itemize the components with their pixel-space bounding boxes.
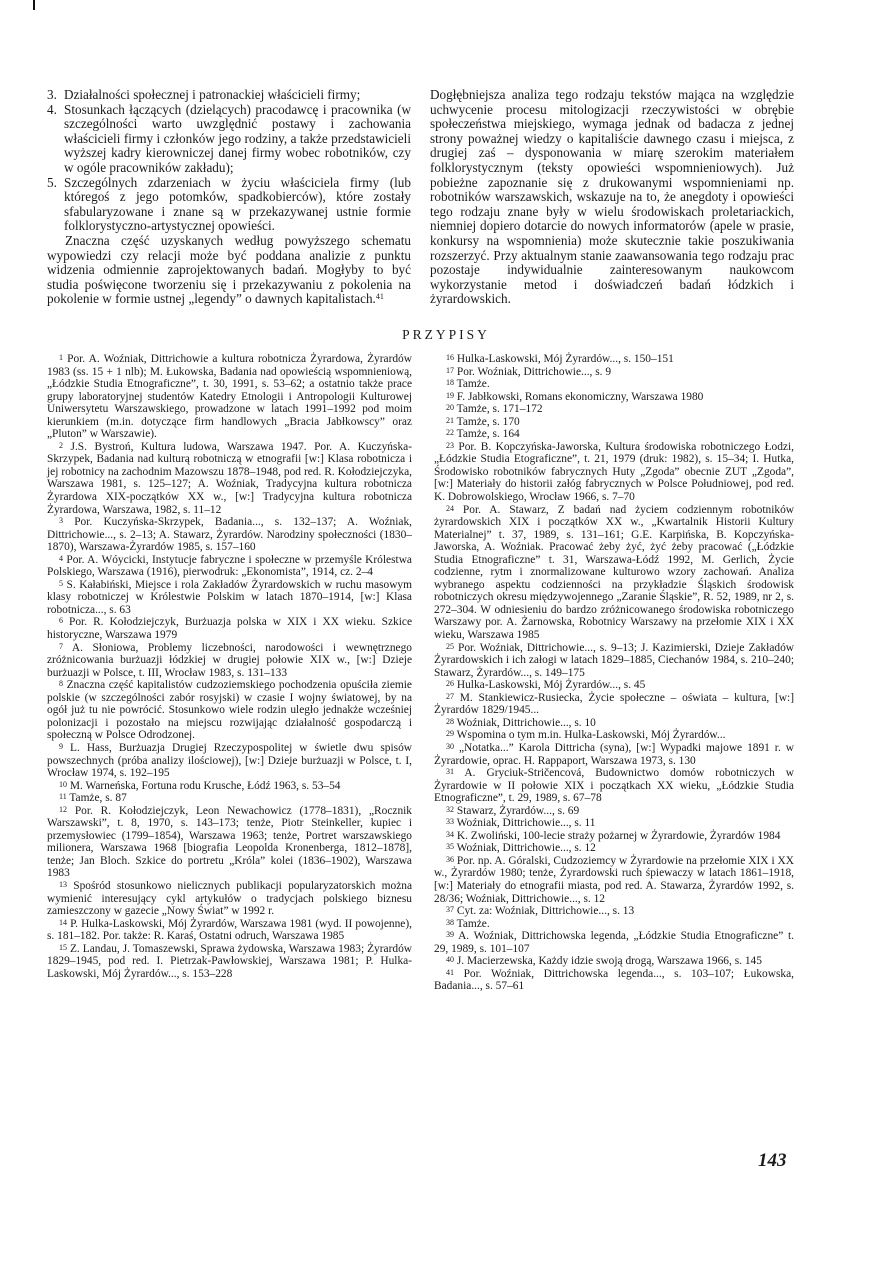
footnote: [47, 679, 412, 742]
footnote: [434, 717, 794, 730]
footnote: [47, 441, 412, 516]
footnotes-left-column: [47, 353, 412, 980]
footnote-text: Woźniak, Dittrichowie..., s. 10: [456, 716, 596, 729]
footnote: [47, 516, 412, 554]
footnote-text: Por. R. Kołodziejczyk, Burżuazja polska w XIX i XX wieku. Szkice historyczne, Warszawa 1979: [47, 616, 412, 642]
footnote: [47, 780, 412, 793]
footnote: [434, 817, 794, 830]
footnote-number: 33: [446, 817, 454, 827]
footnote: [434, 504, 794, 642]
footnote-number: 3: [59, 516, 63, 526]
footnote-number: 8: [59, 679, 63, 689]
footnote: [434, 830, 794, 843]
footnote-text: M. Stankiewicz-Rusiecka, Życie społeczne – oświata – kultura, [w:] Żyrardów 1829/1945...: [434, 691, 794, 717]
footnote: [47, 642, 412, 680]
footnote-number: 4: [59, 553, 63, 563]
footnote-text: Wspomina o tym m.in. Hulka-Laskowski, Mój Żyrardów...: [456, 729, 726, 742]
footnote-number: 5: [59, 578, 63, 588]
footnote-text: J.S. Bystroń, Kultura ludowa, Warszawa 1947. Por. A. Kuczyńska-Skrzypek, Badania nad kulturą robotniczą w etnografii [w:] Klasa robotnicza i jej robotnicy na zachodnim Mazowszu 1878–1948, pod red. R. Kołodziejczyka, Warszawa 1981, s. 125–127; A. Woźniak, Tradycyjna kultura robotnicza Żyrardowa XIX-początków XX w., [w:] Tradycyjna kultura robotnicza Żyrardowa, Warszawa, 1982, s. 11–12: [47, 440, 412, 516]
footnote: [434, 842, 794, 855]
footnote: [434, 366, 794, 379]
footnote-text: Por. A. Wóycicki, Instytucje fabryczne i społeczne w przemyśle Królestwa Polskiego, Warszawa (1916), pierwodruk: „Ekonomista”, 1914, cz. 2–4: [47, 553, 412, 579]
footnote: [434, 855, 794, 905]
footnote-text: Tamże.: [456, 378, 490, 391]
footnote: [434, 441, 794, 504]
footnote-text: Hulka-Laskowski, Mój Żyrardów..., s. 150–151: [456, 353, 674, 365]
footnote: [47, 742, 412, 780]
footnote-text: Por. B. Kopczyńska-Jaworska, Kultura środowiska robotniczego Łodzi, „Łódzkie Studia Etograficzne”, t. 21, 1979 (druk: 1982), s. 15–34; I. Hutka, Środowisko robotników fabrycznych Huty „Zgoda” obecnie ZUT „Zgoda”, [w:] Materiały do historii załóg fabrycznych w Polsce Południowej, pod red. K. Dobrowolskiego, Wrocław 1966, s. 7–70: [434, 440, 794, 504]
footnote-number: 20: [446, 403, 454, 413]
footnotes-right-column: [434, 353, 794, 993]
list-item-number: 4.: [47, 101, 57, 117]
footnote-text: Por. A. Stawarz, Z badań nad życiem codziennym robotników żyrardowskich XIX i początków XX w., „Kwartalnik Historii Kultury Materialnej” t. 37, 1989, s. 131–161; G.E. Karpińska, B. Kopczyńska-Jaworska, A. Woźniak. Pracować żeby żyć, żyć żeby pracować („Łódzkie Studia Etnograficzne” t. 31, Warszawa-Łódź 1992, M. Gerlich, Życie codzienne, rytm i znormalizowane kulturowo wzory zachowań. Analiza wybranego aspektu codzienności na przykładzie Śląskich środowisk robotniczych okresu międzywojennego „Zaranie Śląskie”, R. 52, 1989, nr 2, s. 272–304. W odniesieniu do bardzo zróżnicowanego środowiska robotniczego Warszawy por. A. Żarnowska, Robotnicy Warszawy na przełomie XIX i XX wieku, Warszawa 1985: [434, 503, 794, 642]
footnote-number: 9: [59, 741, 63, 751]
footnote: [47, 880, 412, 918]
footnote-text: Znaczna część kapitalistów cudzoziemskiego pochodzenia opuściła ziemie polskie (w szczególności zabór rosyjski) w czasie I wojny światowej, by na ogół już tu nie powrócić. Stosunkowo wiele rodzin uległo jednakże wcześniej polonizacji i pozostało na miejscu rozwijając działalność gospodarczą i społeczną w Polsce Odrodzonej.: [47, 679, 412, 742]
footnote-number: 11: [59, 792, 67, 802]
footnote-text: Tamże, s. 171–172: [456, 403, 543, 416]
footnote-number: 24: [446, 503, 454, 513]
footnote-number: 17: [446, 365, 454, 375]
list-item-text: Stosunkach łączących (dzielących) pracodawcę i pracownika (w szczególności warto uwzględnić postawy i zachowania właścicieli firmy i członków jego rodziny, a także przedstawicieli wyższej kadry kierowniczej danej firmy wobec robotników, czy w ogóle pracowników zakładu);: [64, 101, 411, 175]
footnote-number: 18: [446, 378, 454, 388]
footnote-number: 12: [59, 804, 67, 814]
footnote-text: Stawarz, Żyrardów..., s. 69: [456, 804, 580, 817]
footnote-text: Por. Woźniak, Dittrichowie..., s. 9: [456, 365, 612, 378]
numbered-list: [47, 88, 411, 234]
footnote: [47, 792, 412, 805]
footnote-number: 23: [446, 440, 454, 450]
footnote-text: M. Warneńska, Fortuna rodu Krusche, Łódź 1963, s. 53–54: [69, 779, 341, 792]
list-item-number: 3.: [47, 87, 57, 102]
footnote: [434, 416, 794, 429]
page-number: 143: [758, 1150, 787, 1171]
footnote-text: F. Jabłkowski, Romans ekonomiczny, Warszawa 1980: [456, 390, 704, 403]
footnote: [47, 353, 412, 441]
footnote-number: 31: [446, 767, 454, 777]
footnote-text: J. Macierzewska, Każdy idzie swoją drogą, Warszawa 1966, s. 145: [456, 955, 762, 968]
footnote-number: 26: [446, 679, 454, 689]
main-text-right-column: [430, 88, 794, 307]
footnote-number: 38: [446, 917, 454, 927]
main-text-left-column: [47, 88, 411, 307]
footnote: [434, 403, 794, 416]
footnote-text: Woźniak, Dittrichowie..., s. 12: [456, 842, 596, 855]
footnote: [47, 805, 412, 880]
footnote-text: Por. np. A. Góralski, Cudzoziemcy w Żyrardowie na przełomie XIX i XX w., Żyrardów 1980; tenże, Żyrardowski ruch śpiewaczy w latach 1861–1918, [w:] Materiały do etnografii miasta, pod red. A. Stawarza, Żyrardów 1992, s. 28/36; Woźniak, Dittrichowie..., s. 12: [434, 854, 794, 905]
list-item: [47, 176, 411, 234]
footnote-text: A. Woźniak, Dittrichowska legenda, „Łódzkie Studia Etnograficzne” t. 29, 1989, s. 101–107: [434, 930, 794, 955]
footnote: [434, 391, 794, 404]
footnote: [434, 642, 794, 680]
footnote-text: Z. Landau, J. Tomaszewski, Sprawa żydowska, Warszawa 1983; Żyrardów 1829–1945, pod red. I. Pietrzak-Pawłowskiej, Warszawa 1981; P. Hulka-Laskowski, Mój Żyrardów..., s. 153–228: [47, 942, 412, 980]
footnote-number: 28: [446, 716, 454, 726]
footnote-text: Por. Woźniak, Dittrichowska legenda..., s. 103–107; Łukowska, Badania..., s. 57–61: [434, 967, 794, 993]
body-paragraph: Dogłębniejsza analiza tego rodzaju tekstów mająca na względzie uchwycenie procesu mitologizacji rzeczywistości w obrębie społeczeństwa miejskiego, wymaga jednak od badacza z jednej strony poważnej wiedzy o kapitaliście dawnego czasu i miejsca, z drugiej zaś – dysponowania w miarę szerokim materiałem folklorystycznym (teksty opowieści wspomnieniowych). Już pobieżne zapoznanie się z drukowanymi wspomnieniami np. robotników warszawskich, wskazuje na to, że anegdoty i opowieści tego rodzaju znane były w wielu środowiskach proletariackich, niemniej dopiero dotarcie do nowych informatorów (apele w prasie, konkursy na wspomnienia) może skutecznie takie poszukiwania rozszerzyć. Przy aktualnym stanie zaawansowania tego rodzaju prac pozostaje indywidualnie zainteresowanym naukowcom wykorzystanie metod i doświadczeń badań łódzkich i żyrardowskich.: [430, 87, 794, 307]
footnote-text: Hulka-Laskowski, Mój Żyrardów..., s. 45: [456, 679, 646, 692]
footnote-number: 15: [59, 942, 67, 952]
footnote: [434, 742, 794, 767]
footnotes-heading: PRZYPISY: [402, 327, 490, 342]
footnote-text: Tamże, s. 170: [456, 415, 520, 428]
footnote-text: Por. Woźniak, Dittrichowie..., s. 9–13; J. Kazimierski, Dzieje Zakładów Żyrardowskich i ich załogi w latach 1829–1885, Ciechanów 1984, s. 210–240; Stawarz, Żyrardów..., s. 149–175: [434, 641, 794, 679]
footnote-number: 30: [446, 741, 454, 751]
footnote: [434, 729, 794, 742]
footnote-text: S. Kałabiński, Miejsce i rola Zakładów Żyrardowskich w ruchu masowym klasy robotniczej w Królestwie Polskim w latach 1870–1914, [w:] Klasa robotnicza..., s. 63: [47, 578, 412, 616]
footnote-number: 40: [446, 955, 454, 965]
footnote: [434, 918, 794, 931]
footnote-text: P. Hulka-Laskowski, Mój Żyrardów, Warszawa 1981 (wyd. II powojenne), s. 181–182. Por. także: R. Karaś, Ostatni odruch, Warszawa 1985: [47, 917, 412, 943]
footnote-number: 41: [446, 967, 454, 977]
footnote-number: 14: [59, 917, 67, 927]
footnote: [434, 428, 794, 441]
footnote: [434, 767, 794, 805]
footnote-number: 39: [446, 930, 454, 940]
footnote: [434, 968, 794, 993]
footnote-number: 35: [446, 842, 454, 852]
footnote-text: A. Gryciuk-Stričencová, Budownictwo domów robotniczych w Żyrardowie w II połowie XIX i początkach XX wieku, „Łódzkie Studia Etnograficzne”, t. 29, 1989, s. 67–78: [434, 767, 794, 805]
footnote-number: 27: [446, 691, 454, 701]
footnote-number: 25: [446, 641, 454, 651]
footnote-number: 10: [59, 779, 67, 789]
footnote: [47, 943, 412, 981]
footnote-text: L. Hass, Burżuazja Drugiej Rzeczypospolitej w świetle dwu spisów powszechnych (próba analizy ilościowej), [w:] Dzieje burżuazji w Polsce, t. I, Wrocław 1974, s. 192–195: [47, 741, 412, 780]
footnote-text: Woźniak, Dittrichowie..., s. 11: [456, 817, 596, 830]
footnote-text: Spośród stosunkowo nielicznych publikacji popularyzatorskich można wymienić interesujący cykl artykułów o tradycjach polskiego biznesu zamieszczony w gazecie „Nowy Świat” w 1992 r.: [47, 879, 413, 918]
footnote-text: Tamże.: [456, 917, 490, 930]
footnote-text: Cyt. za: Woźniak, Dittrichowie..., s. 13: [456, 905, 635, 918]
top-edge-mark: [33, 0, 35, 10]
footnote-text: Tamże, s. 87: [69, 792, 127, 805]
footnote: [434, 353, 794, 366]
footnote-number: 32: [446, 804, 454, 814]
footnote: [434, 692, 794, 717]
footnote-number: 13: [59, 879, 67, 889]
footnote-number: 6: [59, 616, 63, 626]
footnote: [434, 905, 794, 918]
footnote-number: 22: [446, 428, 454, 438]
list-item-text: Działalności społecznej i patronackiej właścicieli firmy;: [64, 87, 361, 102]
footnote: [434, 378, 794, 391]
footnote-text: K. Zwoliński, 100-lecie straży pożarnej w Żyrardowie, Żyrardów 1984: [456, 829, 781, 842]
footnote-number: 34: [446, 829, 454, 839]
footnote-number: 29: [446, 729, 454, 739]
footnote-number: 1: [59, 353, 63, 362]
footnote-text: Por. A. Woźniak, Dittrichowie a kultura robotnicza Żyrardowa, Żyrardów 1983 (ss. 15 + 1 nlb); M. Łukowska, Badania nad opowieścią wspomnieniową, „Łódzkie Studia Etnograficzne”, t. 30, 1991, s. 53–62; a ostatnio także prace grupy laboratoryjnej studentów Katedry Etnologii i Antropologii Kulturowej Uniwersytetu Warszawskiego, prowadzone w latach 1991–1992 pod moim kierunkiem (m.in. dotyczące firm handlowych „Bracia Jabłkowscy” oraz „Pluton” w Warszawie).: [47, 353, 412, 441]
footnote-number: 2: [59, 440, 63, 450]
list-item-text: Szczególnych zdarzeniach w życiu właściciela firmy (lub któregoś z jego potomków, spadkobierców), które zostały sfabularyzowane i znane są w przekazywanej ustnie formie folklorystyczno-artystycznej opowieści.: [64, 174, 411, 234]
footnote: [434, 930, 794, 955]
footnote: [47, 579, 412, 617]
footnote-text: Por. R. Kołodziejczyk, Leon Newachowicz (1778–1831), „Rocznik Warszawski”, t. 8, 1970, s. 143–173; tenże, Piotr Steinkeller, kupiec i przemysłowiec (1799–1854), Warszawa 1963; tenże, Portret warszawskiego milionera, Warszawa 1968 [biografia Leopolda Kronenberga, 1812–1878], tenże; Jan Bloch. Szkice do portretu „Króla” kolei (1836–1902), Warszawa 1983: [47, 804, 412, 880]
footnote-number: 37: [446, 905, 454, 915]
footnote-number: 16: [446, 353, 454, 362]
footnote-text: A. Słoniowa, Problemy liczebności, narodowości i wewnętrznego zróżnicowania burżuazji łódzkiej w drugiej połowie XIX w., [w:] Dzieje burżuazji w Polsce, t. III, Wrocław 1983, s. 131–133: [47, 641, 412, 679]
body-paragraph: Znaczna część uzyskanych według powyższego schematu wypowiedzi czy relacji może być poddana analizie z punktu widzenia odmiennie zaprojektowanych badań. Mogłyby to być studia poświęcone tworzeniu się i przekazywaniu z pokolenia na pokolenie w formie ustnej „legendy” o dawnych kapitalistach.$^{41}$: [47, 232, 411, 307]
footnote-number: 19: [446, 390, 454, 400]
footnote-text: „Notatka...” Karola Dittricha (syna), [w:] Wypadki majowe 1891 r. w Żyrardowie, oprac. H. Rappaport, Warszawa 1973, s. 130: [434, 741, 794, 767]
footnote: [47, 616, 412, 641]
footnote: [434, 679, 794, 692]
footnote-reference[interactable]: 41: [375, 292, 384, 302]
footnote-text: Por. Kuczyńska-Skrzypek, Badania..., s. 132–137; A. Woźniak, Dittrichowie..., s. 2–13; A. Stawarz, Żyrardów. Narodziny społeczności (1830–1870), Warszawa-Żyrardów 1985, s. 157–160: [47, 516, 412, 554]
list-item: [47, 88, 411, 103]
footnote-number: 21: [446, 415, 454, 425]
list-item: [47, 103, 411, 176]
footnote-number: 7: [59, 641, 63, 651]
footnote-number: 36: [446, 854, 454, 864]
footnote: [434, 805, 794, 818]
footnote: [47, 554, 412, 579]
footnote: [434, 955, 794, 968]
footnote-text: Tamże, s. 164: [456, 428, 520, 441]
list-item-number: 5.: [47, 174, 57, 190]
footnote: [47, 918, 412, 943]
